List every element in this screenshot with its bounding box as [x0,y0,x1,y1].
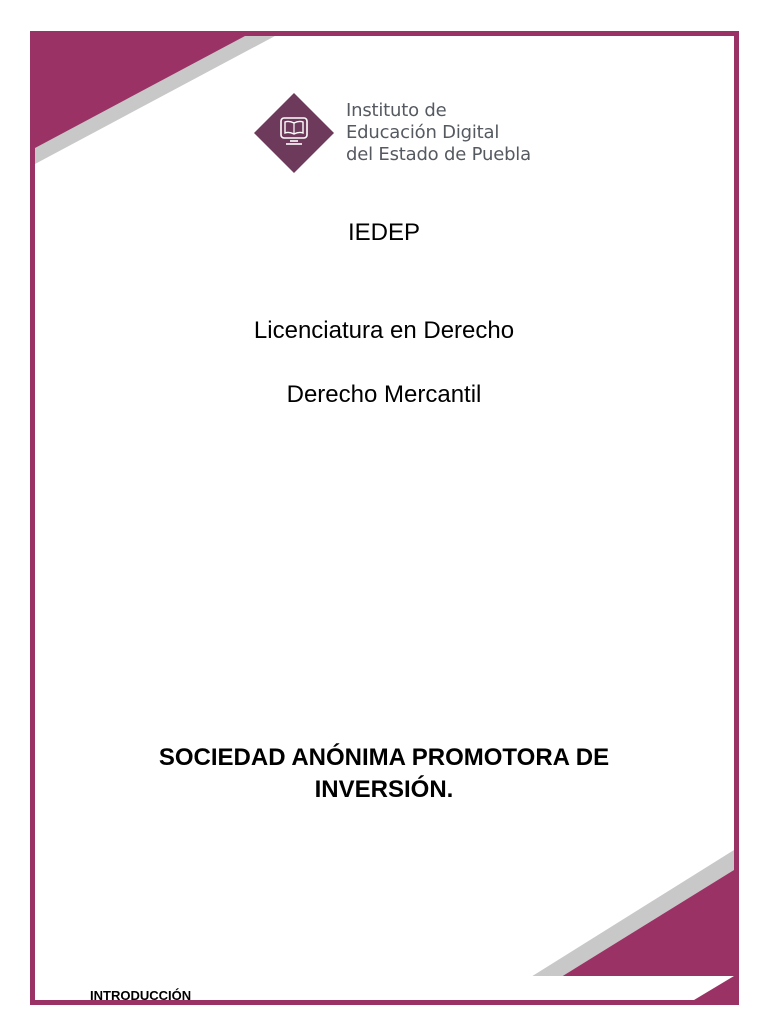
page-frame [30,31,739,1005]
document-title-line-2: INVERSIÓN. [314,776,454,803]
institution-name-line-1: Instituto de [346,100,447,121]
institution-name-line-2: Educación Digital [346,122,500,143]
institution-name [346,100,531,166]
section-heading-introduction: INTRODUCCIÓN [90,988,192,1003]
document-title [0,742,768,806]
institution-name-line-3: del Estado de Puebla [346,144,531,165]
subject-name: Derecho Mercantil [286,381,482,408]
institution-logo [254,93,531,173]
book-monitor-icon [254,93,334,173]
degree-name: Licenciatura en Derecho [253,317,515,344]
institution-acronym: IEDEP [347,219,421,246]
corner-decoration-bottom-right [494,850,734,1000]
corner-decoration-top-left [35,36,275,166]
document-title-line-1: SOCIEDAD ANÓNIMA PROMOTORA DE [158,744,610,771]
